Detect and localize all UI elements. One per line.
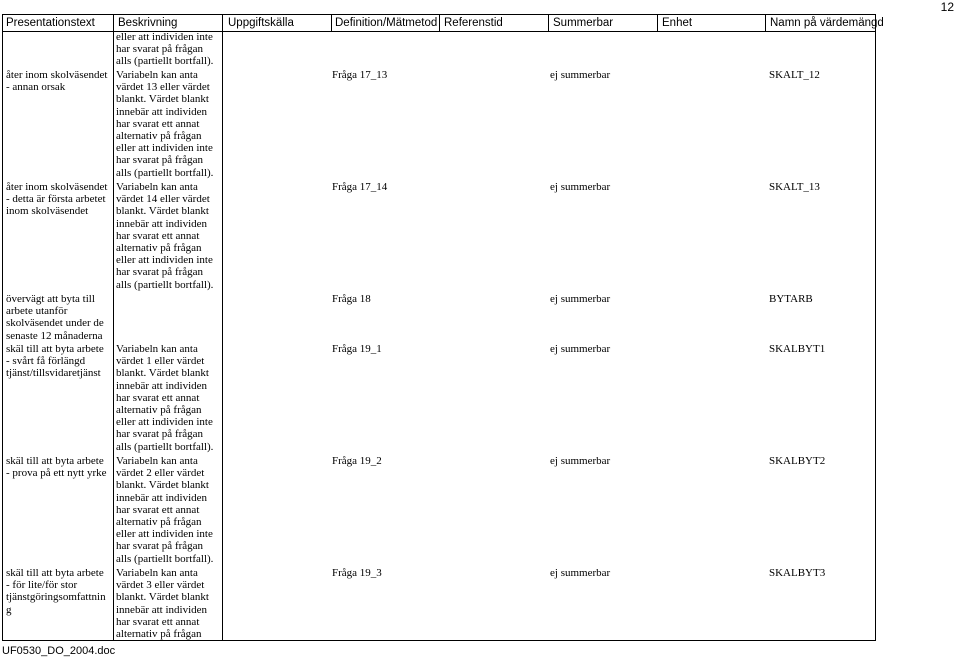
row-reference: Fråga 17_14 (332, 181, 388, 193)
row-presentation: övervägt att byta till arbete utanför skolväsendet under de senaste 12 månaderna (6, 293, 104, 342)
column-header-presentationstext: Presentationstext (6, 17, 95, 29)
row-value-set: BYTARB (769, 293, 813, 305)
row-presentation: skäl till att byta arbete - för lite/för stor tjänstgöringsomfattnin g (6, 567, 106, 616)
column-header-beskrivning: Beskrivning (118, 17, 178, 29)
row-value-set: SKALT_13 (769, 181, 820, 193)
row-reference: Fråga 17_13 (332, 69, 388, 81)
row-summable: ej summerbar (550, 567, 611, 579)
row-description: Variabeln kan anta värdet 2 eller värdet blankt. Värdet blankt innebär att individen har svarat ett annat alternativ på frågan eller att individen inte har svarat på frågan alls (partiellt bortfall). (116, 455, 214, 565)
column-header-enhet: Enhet (662, 17, 693, 29)
column-divider (113, 32, 114, 641)
row-reference: Fråga 19_1 (332, 343, 382, 355)
document-filename: UF0530_DO_2004.doc (2, 645, 116, 657)
row-presentation: åter inom skolväsendet - detta är första arbetet inom skolväsendet (6, 181, 108, 218)
table-header (3, 15, 884, 32)
column-divider (222, 32, 223, 641)
row-reference: Fråga 18 (332, 293, 371, 305)
row-value-set: SKALBYT1 (769, 343, 826, 355)
row-value-set: SKALBYT2 (769, 455, 826, 467)
row-description: Variabeln kan anta värdet 3 eller värdet blankt. Värdet blankt innebär att individen har svarat ett annat alternativ på frågan (116, 567, 209, 641)
variable-table (2, 14, 884, 641)
row-presentation: skäl till att byta arbete - svårt få förlängd tjänst/tillsvidaretjänst (6, 343, 104, 380)
row-summable: ej summerbar (550, 343, 611, 355)
column-header-definition: Definition/Mätmetod (335, 17, 438, 29)
row-reference: Fråga 19_3 (332, 567, 382, 579)
row-value-set: SKALBYT3 (769, 567, 826, 579)
row-presentation: åter inom skolväsendet - annan orsak (6, 69, 108, 94)
description-continuation: eller att individen inte har svarat på frågan alls (partiellt bortfall). (116, 31, 214, 68)
row-value-set: SKALT_12 (769, 69, 820, 81)
column-header-uppgiftskalla: Uppgiftskälla (228, 17, 294, 29)
row-description: Variabeln kan anta värdet 1 eller värdet blankt. Värdet blankt innebär att individen har svarat ett annat alternativ på frågan eller att individen inte har svarat på frågan alls (partiellt bortfall). (116, 343, 214, 453)
column-header-namn-pa-vardemangd: Namn på värdemängd (770, 17, 884, 29)
row-summable: ej summerbar (550, 293, 611, 305)
row-summable: ej summerbar (550, 181, 611, 193)
column-header-referenstid: Referenstid (444, 17, 503, 29)
row-description: Variabeln kan anta värdet 13 eller värdet blankt. Värdet blankt innebär att individen har svarat ett annat alternativ på frågan eller att individen inte har svarat på frågan alls (partiellt bortfall). (116, 69, 214, 179)
page-number: 12 (940, 0, 954, 14)
row-summable: ej summerbar (550, 69, 611, 81)
row-reference: Fråga 19_2 (332, 455, 382, 467)
column-header-summerbar: Summerbar (553, 17, 614, 29)
row-description: Variabeln kan anta värdet 14 eller värdet blankt. Värdet blankt innebär att individen har svarat ett annat alternativ på frågan eller att individen inte har svarat på frågan alls (partiellt bortfall). (116, 181, 214, 291)
row-summable: ej summerbar (550, 455, 611, 467)
row-presentation: skäl till att byta arbete - prova på ett nytt yrke (6, 455, 107, 480)
